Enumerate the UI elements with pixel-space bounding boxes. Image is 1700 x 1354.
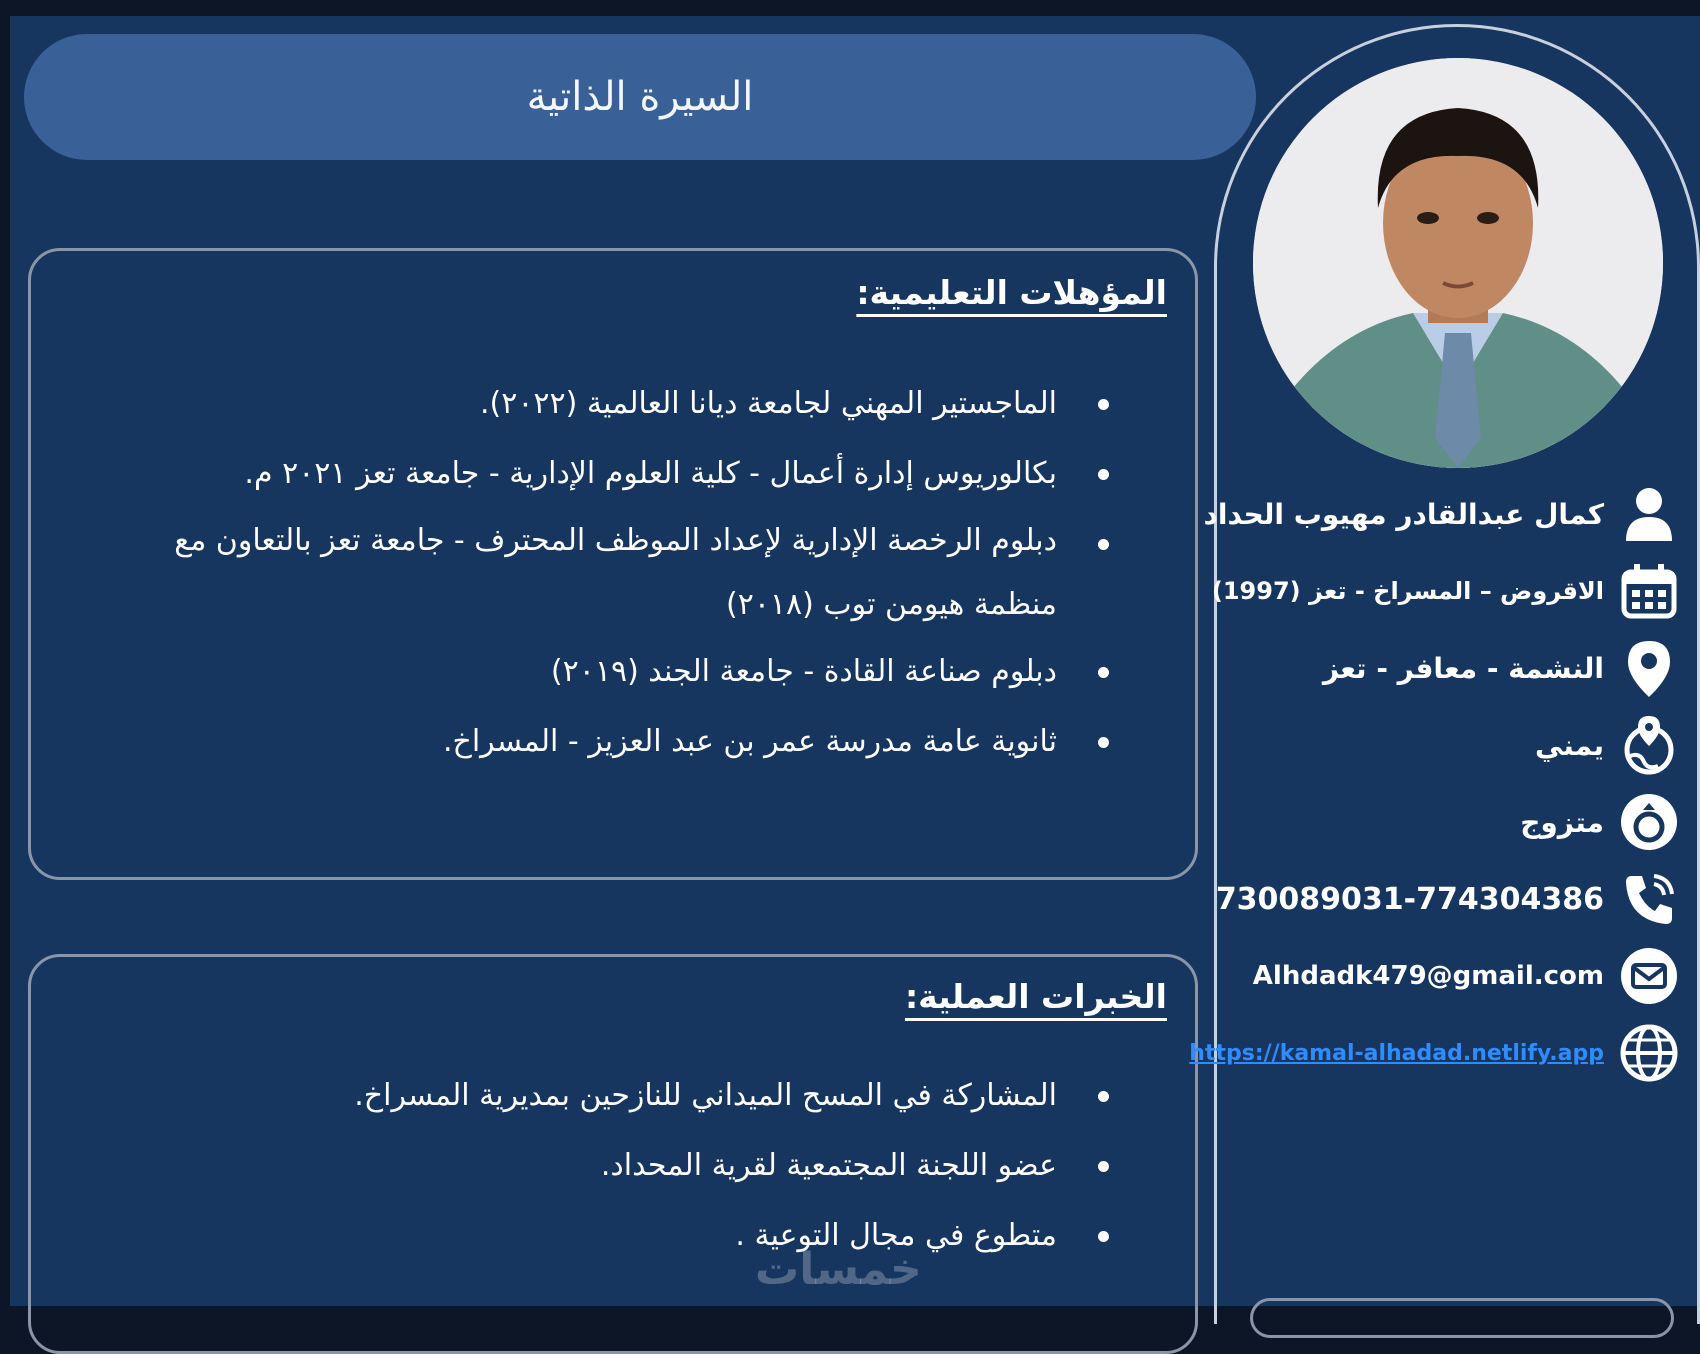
phone-icon: [1618, 868, 1680, 930]
location-pin-icon: [1618, 637, 1680, 699]
experience-list: [109, 1061, 1109, 1271]
experience-item: المشاركة في المسح الميداني للنازحين بمديرية المسراخ.: [109, 1061, 1109, 1131]
watermark: خمسات: [755, 1244, 922, 1295]
education-item: بكالوريوس إدارة أعمال - كلية العلوم الإدارية - جامعة تعز ٢٠٢١ م.: [109, 439, 1109, 509]
info-phone-row: [1216, 864, 1680, 934]
education-item: الماجستير المهني لجامعة ديانا العالمية (٢٠٢٢).: [109, 369, 1109, 439]
profile-phone: 730089031-774304386: [1215, 881, 1604, 917]
experience-item: عضو اللجنة المجتمعية لقرية المحداد.: [109, 1131, 1109, 1201]
profile-address: النشمة - معافر - تعز: [1322, 651, 1604, 685]
website-link[interactable]: https://kamal-alhadad.netlify.app: [1189, 1040, 1604, 1066]
profile-name: كمال عبدالقادر مهيوب الحداد: [1203, 497, 1604, 531]
experience-item: متطوع في مجال التوعية .: [109, 1201, 1109, 1271]
email-icon: [1618, 945, 1680, 1007]
profile-nationality: يمني: [1534, 728, 1604, 762]
experience-section: [28, 954, 1198, 1354]
info-marital-row: [1520, 787, 1680, 857]
calendar-icon: [1618, 560, 1680, 622]
globe-icon: [1618, 1022, 1680, 1084]
person-icon: [1618, 483, 1680, 545]
profile-email: Alhdadk479@gmail.com: [1252, 961, 1604, 991]
profile-photo: [1253, 58, 1663, 468]
info-nationality-row: [1535, 710, 1680, 780]
education-list: [109, 369, 1109, 777]
education-item: ثانوية عامة مدرسة عمر بن عبد العزيز - المسراخ.: [109, 707, 1109, 777]
profile-birth: الاقروض – المسراخ - تعز (1997): [1211, 577, 1604, 605]
map-location-icon: [1618, 714, 1680, 776]
education-item: دبلوم صناعة القادة - جامعة الجند (٢٠١٩): [109, 637, 1109, 707]
info-name-row: [1204, 479, 1680, 549]
experience-heading: الخبرات العملية:: [904, 977, 1167, 1016]
education-item: دبلوم الرخصة الإدارية لإعداد الموظف المحترف - جامعة تعز بالتعاون مع منظمة هيومن توب (٢٠١٨): [109, 509, 1109, 637]
info-address-row: [1323, 633, 1680, 703]
sidebar-bottom-box: [1250, 1298, 1674, 1338]
info-website-row: [1189, 1018, 1680, 1088]
profile-marital: متزوج: [1520, 805, 1604, 839]
resume-page: [10, 16, 1700, 1306]
education-section: [28, 248, 1198, 880]
education-heading: المؤهلات التعليمية:: [856, 273, 1167, 312]
info-email-row: [1253, 941, 1680, 1011]
info-birth-row: [1212, 556, 1680, 626]
ring-icon: [1618, 791, 1680, 853]
page-title: السيرة الذاتية: [526, 74, 754, 120]
title-banner: [24, 34, 1256, 160]
